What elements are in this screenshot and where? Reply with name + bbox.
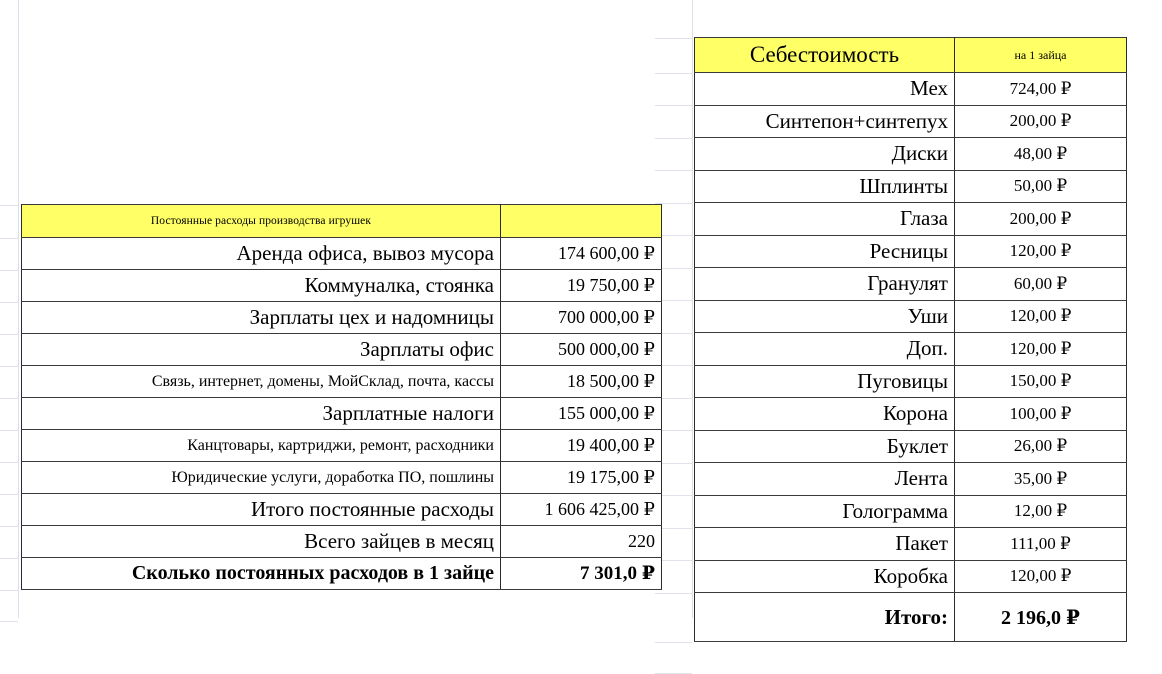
cost-item-value-cell[interactable]: 50,00 ₽ [955, 170, 1127, 203]
table-row [22, 494, 662, 526]
table-row [22, 462, 662, 494]
cost-item-value-cell[interactable]: 150,00 ₽ [955, 365, 1127, 398]
fixed-cost-value-cell[interactable]: 19 750,00 ₽ [501, 270, 662, 302]
cost-item-label-cell[interactable]: Диски [695, 138, 955, 171]
gutter-row-line [0, 494, 18, 495]
fixed-cost-label-cell[interactable]: Зарплаты цех и надомницы [22, 302, 501, 334]
cost-item-label-cell[interactable]: Корона [695, 398, 955, 431]
cost-item-value-cell[interactable]: 48,00 ₽ [955, 138, 1127, 171]
gutter-row-line [0, 398, 18, 399]
fixed-cost-value-cell[interactable]: 7 301,0 ₽ [501, 558, 662, 590]
cost-item-label-cell[interactable]: Доп. [695, 333, 955, 366]
table-row [695, 300, 1127, 333]
fixed-cost-value-cell[interactable]: 220 [501, 526, 662, 558]
cost-item-label-cell[interactable]: Уши [695, 300, 955, 333]
gutter-row-line [0, 430, 18, 431]
cost-item-label-cell[interactable]: Голограмма [695, 495, 955, 528]
table-row [22, 430, 662, 462]
cost-item-value-cell[interactable]: 111,00 ₽ [955, 528, 1127, 561]
fixed-cost-label-cell[interactable]: Юридические услуги, доработка ПО, пошлины [22, 462, 501, 494]
fixed-cost-label-cell[interactable]: Канцтовары, картриджи, ремонт, расходники [22, 430, 501, 462]
table-row [695, 398, 1127, 431]
gutter-row-line [0, 590, 18, 591]
gutter-row-line [655, 642, 692, 643]
cost-item-value-cell[interactable]: 200,00 ₽ [955, 203, 1127, 236]
cost-item-label-cell[interactable]: Пуговицы [695, 365, 955, 398]
fixed-costs-value-header-cell[interactable] [501, 205, 662, 238]
cost-item-label-cell[interactable]: Синтепон+синтепух [695, 105, 955, 138]
table-row [695, 463, 1127, 496]
gutter-row-line [0, 270, 18, 271]
fixed-cost-label-cell[interactable]: Аренда офиса, вывоз мусора [22, 238, 501, 270]
cost-item-label-cell[interactable]: Глаза [695, 203, 955, 236]
fixed-cost-label-cell[interactable]: Связь, интернет, домены, МойСклад, почта, кассы [22, 366, 501, 398]
cost-item-value-cell[interactable]: 120,00 ₽ [955, 560, 1127, 593]
fixed-cost-label-cell[interactable]: Сколько постоянных расходов в 1 зайце [22, 558, 501, 590]
fixed-costs-table[interactable] [21, 204, 662, 590]
gutter-row-line [0, 558, 18, 559]
fixed-cost-value-cell[interactable]: 700 000,00 ₽ [501, 302, 662, 334]
cost-price-table-body [695, 38, 1127, 642]
cost-item-value-cell[interactable]: 120,00 ₽ [955, 235, 1127, 268]
cost-item-value-cell[interactable]: 35,00 ₽ [955, 463, 1127, 496]
cost-item-value-cell[interactable]: 120,00 ₽ [955, 333, 1127, 366]
cost-item-value-cell[interactable]: 60,00 ₽ [955, 268, 1127, 301]
cost-price-table[interactable] [694, 37, 1127, 642]
gutter-row-line [655, 170, 692, 171]
cost-item-label-cell[interactable]: Гранулят [695, 268, 955, 301]
table-row [695, 138, 1127, 171]
table-row [695, 170, 1127, 203]
cost-price-title-cell[interactable]: Себестоимость [695, 38, 955, 73]
table-row [22, 398, 662, 430]
fixed-cost-value-cell[interactable]: 19 175,00 ₽ [501, 462, 662, 494]
gutter-row-line [655, 138, 692, 139]
cost-item-value-cell[interactable]: 120,00 ₽ [955, 300, 1127, 333]
fixed-cost-label-cell[interactable]: Зарплаты офис [22, 334, 501, 366]
table-row [695, 593, 1127, 642]
cost-item-label-cell[interactable]: Буклет [695, 430, 955, 463]
table-row [695, 333, 1127, 366]
cost-item-label-cell[interactable]: Шплинты [695, 170, 955, 203]
gutter-row-line [0, 334, 18, 335]
table-row [695, 73, 1127, 106]
gutter-row-line [0, 462, 18, 463]
cost-item-value-cell[interactable]: 724,00 ₽ [955, 73, 1127, 106]
cost-item-value-cell[interactable]: 200,00 ₽ [955, 105, 1127, 138]
cost-item-label-cell[interactable]: Коробка [695, 560, 955, 593]
gutter-row-line [0, 526, 18, 527]
fixed-cost-value-cell[interactable]: 19 400,00 ₽ [501, 430, 662, 462]
fixed-cost-value-cell[interactable]: 174 600,00 ₽ [501, 238, 662, 270]
cost-item-label-cell[interactable]: Пакет [695, 528, 955, 561]
cost-item-label-cell[interactable]: Итого: [695, 593, 955, 642]
gutter-row-line [655, 105, 692, 106]
table-header-row [22, 205, 662, 238]
gutter-row-line [0, 302, 18, 303]
gutter-row-line [0, 366, 18, 367]
table-row [695, 365, 1127, 398]
cost-item-value-cell[interactable]: 12,00 ₽ [955, 495, 1127, 528]
gutter-row-line [655, 38, 692, 39]
cost-price-value-header-cell[interactable]: на 1 зайца [955, 38, 1127, 73]
table-row [22, 302, 662, 334]
cost-item-value-cell[interactable]: 26,00 ₽ [955, 430, 1127, 463]
cost-item-label-cell[interactable]: Ресницы [695, 235, 955, 268]
fixed-cost-label-cell[interactable]: Итого постоянные расходы [22, 494, 501, 526]
gutter-row-line [0, 238, 18, 239]
table-row [22, 238, 662, 270]
table-row [695, 528, 1127, 561]
table-row [695, 268, 1127, 301]
table-row [695, 560, 1127, 593]
cost-item-label-cell[interactable]: Лента [695, 463, 955, 496]
fixed-costs-title-cell[interactable]: Постоянные расходы производства игрушек [22, 205, 501, 238]
fixed-cost-label-cell[interactable]: Всего зайцев в месяц [22, 526, 501, 558]
gutter-row-line [0, 621, 18, 622]
cost-item-value-cell[interactable]: 2 196,0 ₽ [955, 593, 1127, 642]
table-header-row [695, 38, 1127, 73]
table-row [22, 334, 662, 366]
table-row [22, 366, 662, 398]
table-row [695, 105, 1127, 138]
gutter-row-line [655, 593, 692, 594]
fixed-cost-label-cell[interactable]: Зарплатные налоги [22, 398, 501, 430]
gutter-row-line [0, 205, 18, 206]
fixed-cost-value-cell[interactable]: 1 606 425,00 ₽ [501, 494, 662, 526]
gutter-row-line [655, 73, 692, 74]
fixed-cost-value-cell[interactable]: 155 000,00 ₽ [501, 398, 662, 430]
table-row [695, 430, 1127, 463]
table-row [695, 495, 1127, 528]
table-row [695, 203, 1127, 236]
fixed-cost-label-cell[interactable]: Коммуналка, стоянка [22, 270, 501, 302]
table-row [22, 270, 662, 302]
gutter-column-line [692, 0, 693, 618]
fixed-cost-value-cell[interactable]: 500 000,00 ₽ [501, 334, 662, 366]
fixed-cost-value-cell[interactable]: 18 500,00 ₽ [501, 366, 662, 398]
cost-item-label-cell[interactable]: Мех [695, 73, 955, 106]
table-row [22, 526, 662, 558]
fixed-costs-table-body [22, 205, 662, 590]
cost-item-value-cell[interactable]: 100,00 ₽ [955, 398, 1127, 431]
table-row [695, 235, 1127, 268]
gutter-column-line [18, 0, 19, 618]
table-row [22, 558, 662, 590]
